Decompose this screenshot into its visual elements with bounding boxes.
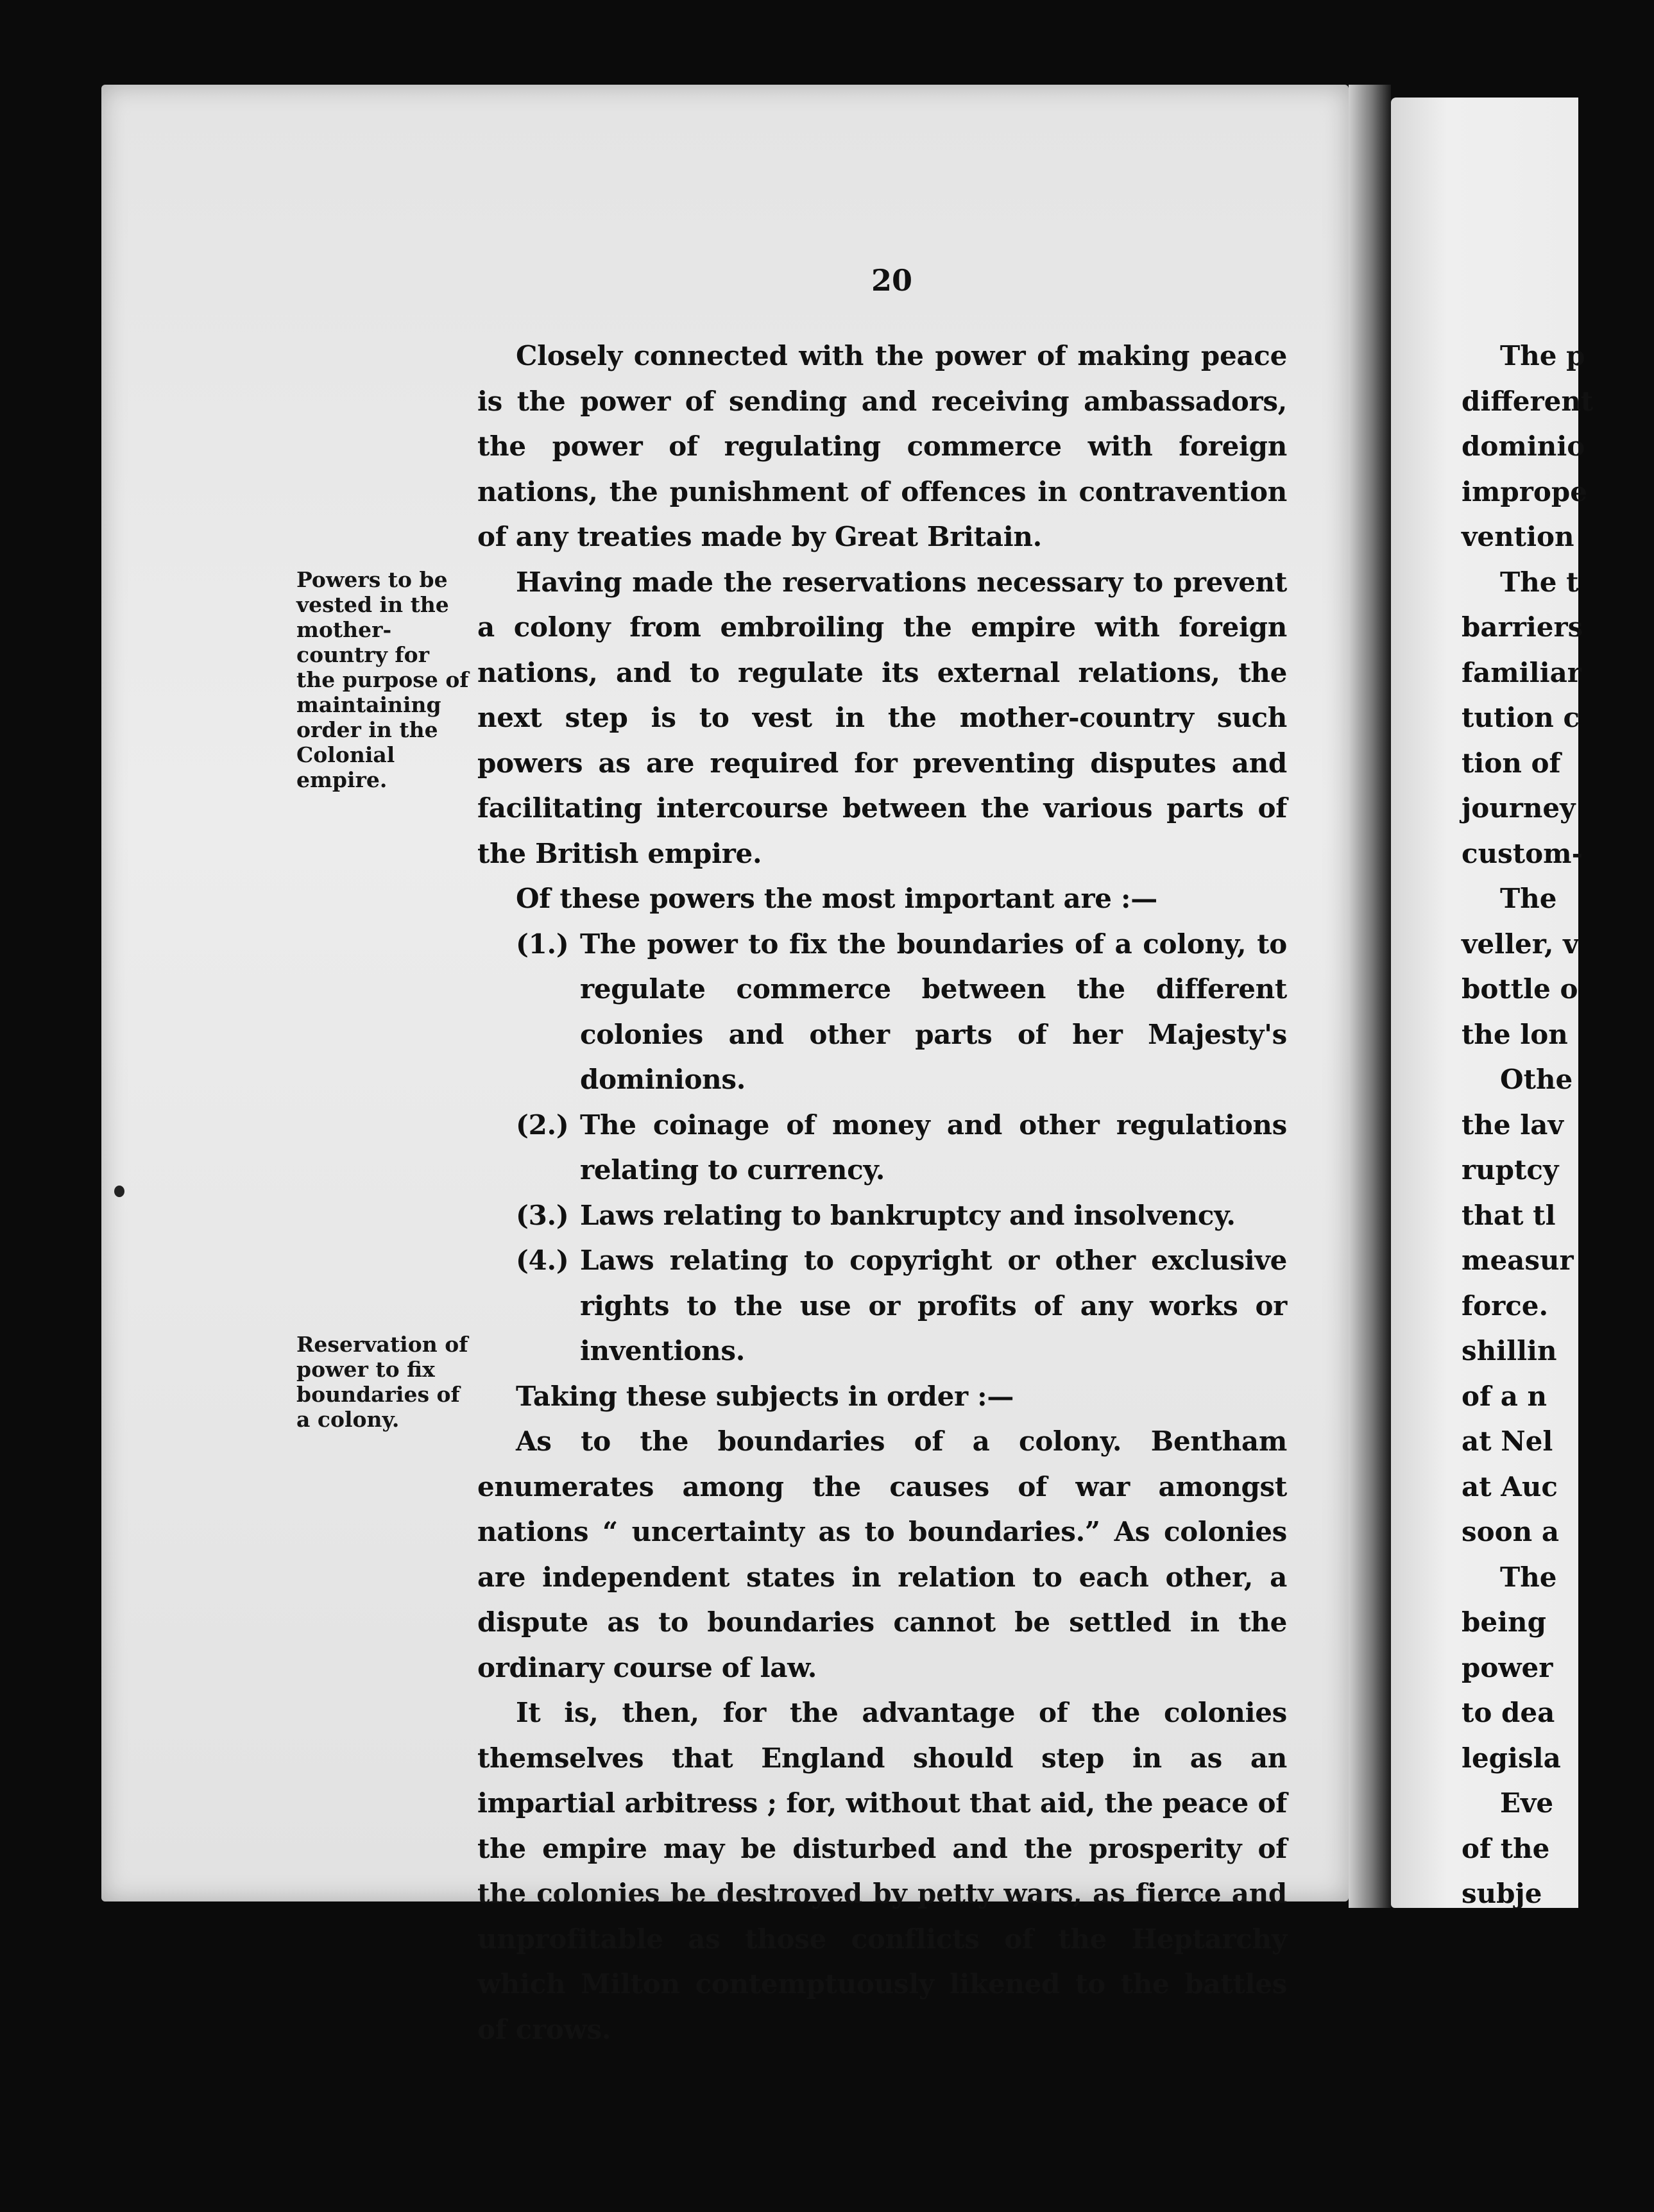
list-item-number: (2.) xyxy=(516,1109,569,1141)
paragraph: It is, then, for the advantage of the colonies themselves that England should step in as an impartial arbitress ; for, without that aid, the peace of the empire may be disturbed and the prosperity of the colonies be destroyed by petty wars, as fierce and unprofitable as those conflicts of the Heptarchy which Milton contemptuously likened to the battles of crows. xyxy=(477,1697,1287,2045)
right-line: The xyxy=(1500,883,1557,914)
right-line: soon a xyxy=(1462,1516,1560,1547)
right-line: vention xyxy=(1462,521,1574,552)
paragraph: Having made the reservations necessary to prevent a colony from embroiling the empire with foreign nations, and to regulate its external relations, the next step is to vest in the mother-country such powers as are required for preventing disputes and facilitating intercourse between the various parts of the British empire. xyxy=(477,566,1287,869)
list-item-number: (3.) xyxy=(516,1199,569,1231)
right-line: that tl xyxy=(1462,1199,1556,1231)
paragraph: As to the boundaries of a colony. Bentham enumerates among the causes of war amongst nations “ uncertainty as to boundaries.” As colonies are independent states in relation to each other, a dispute as to boundaries cannot be settled in the ordinary course of law. xyxy=(477,1425,1287,1683)
right-line: power xyxy=(1462,1651,1553,1683)
right-line: tion of xyxy=(1462,747,1561,779)
right-line: custom- xyxy=(1462,837,1583,869)
list-item-text: Laws relating to copyright or other exclusive rights to the use or profits of any works or inventions. xyxy=(580,1245,1287,1366)
list-item-number: (1.) xyxy=(516,928,569,960)
right-line: shillin xyxy=(1462,1335,1557,1366)
right-line: bottle o xyxy=(1462,973,1578,1005)
right-line: subje xyxy=(1462,1878,1542,1909)
right-line: barriers xyxy=(1462,611,1583,643)
list-item xyxy=(477,922,1287,1103)
right-line: of the xyxy=(1462,1832,1550,1864)
right-line: journey xyxy=(1462,792,1576,824)
list-item-text: The power to fix the boundaries of a colony, to regulate commerce between the different colonies and other parts of her Majesty's dominions. xyxy=(580,928,1287,1095)
list-item-number: (4.) xyxy=(516,1245,569,1276)
right-line: at Nel xyxy=(1462,1425,1553,1457)
right-line: The xyxy=(1500,1561,1557,1593)
powers-list xyxy=(477,922,1287,1374)
page-number: 20 xyxy=(871,263,912,298)
paragraph: Taking these subjects in order :— xyxy=(516,1380,1014,1412)
right-line: ruptcy xyxy=(1462,1154,1559,1186)
ink-speck xyxy=(114,1186,124,1197)
right-line: The t xyxy=(1500,566,1579,598)
paragraph: Of these powers the most important are :— xyxy=(516,883,1157,914)
right-line: of a n xyxy=(1462,1380,1547,1412)
right-line: legisla xyxy=(1462,1742,1561,1774)
list-item-text: Laws relating to bankruptcy and insolvency. xyxy=(580,1199,1236,1231)
right-line: Othe xyxy=(1500,1064,1573,1095)
right-page-text xyxy=(1462,334,1654,1917)
list-item xyxy=(477,1103,1287,1193)
right-line: being xyxy=(1462,1606,1546,1638)
right-line: imprope xyxy=(1462,475,1587,507)
right-line: measur xyxy=(1462,1245,1574,1276)
right-line: to dea xyxy=(1462,1697,1555,1728)
right-line: dominio xyxy=(1462,430,1585,462)
right-line: Eve xyxy=(1500,1787,1554,1819)
right-line: different xyxy=(1462,385,1594,417)
right-line: the lon xyxy=(1462,1018,1568,1050)
list-item-text: The coinage of money and other regulations relating to currency. xyxy=(580,1109,1287,1186)
right-line: familiar xyxy=(1462,656,1582,688)
paragraph: Closely connected with the power of making peace is the power of sending and receiving ambassadors, the power of regulating commerce with foreign nations, the punishment of offences in contravention of any treaties made by Great Britain. xyxy=(477,340,1287,552)
right-line: tution c xyxy=(1462,702,1580,733)
right-line: force. xyxy=(1462,1289,1549,1322)
right-line: veller, v xyxy=(1462,928,1579,960)
main-text xyxy=(477,334,1287,2052)
book-gutter xyxy=(1349,85,1391,1908)
list-item xyxy=(477,1238,1287,1374)
margin-note-powers: Powers to be vested in the mother-country for the purpose of maintaining order in the Colonial empire. xyxy=(296,567,469,792)
margin-note-boundaries: Reservation of power to fix boundaries of a colony. xyxy=(296,1332,468,1432)
right-line: the lav xyxy=(1462,1109,1564,1141)
right-line: The p xyxy=(1500,340,1585,371)
list-item xyxy=(477,1193,1287,1239)
right-line: at Auc xyxy=(1462,1470,1558,1502)
